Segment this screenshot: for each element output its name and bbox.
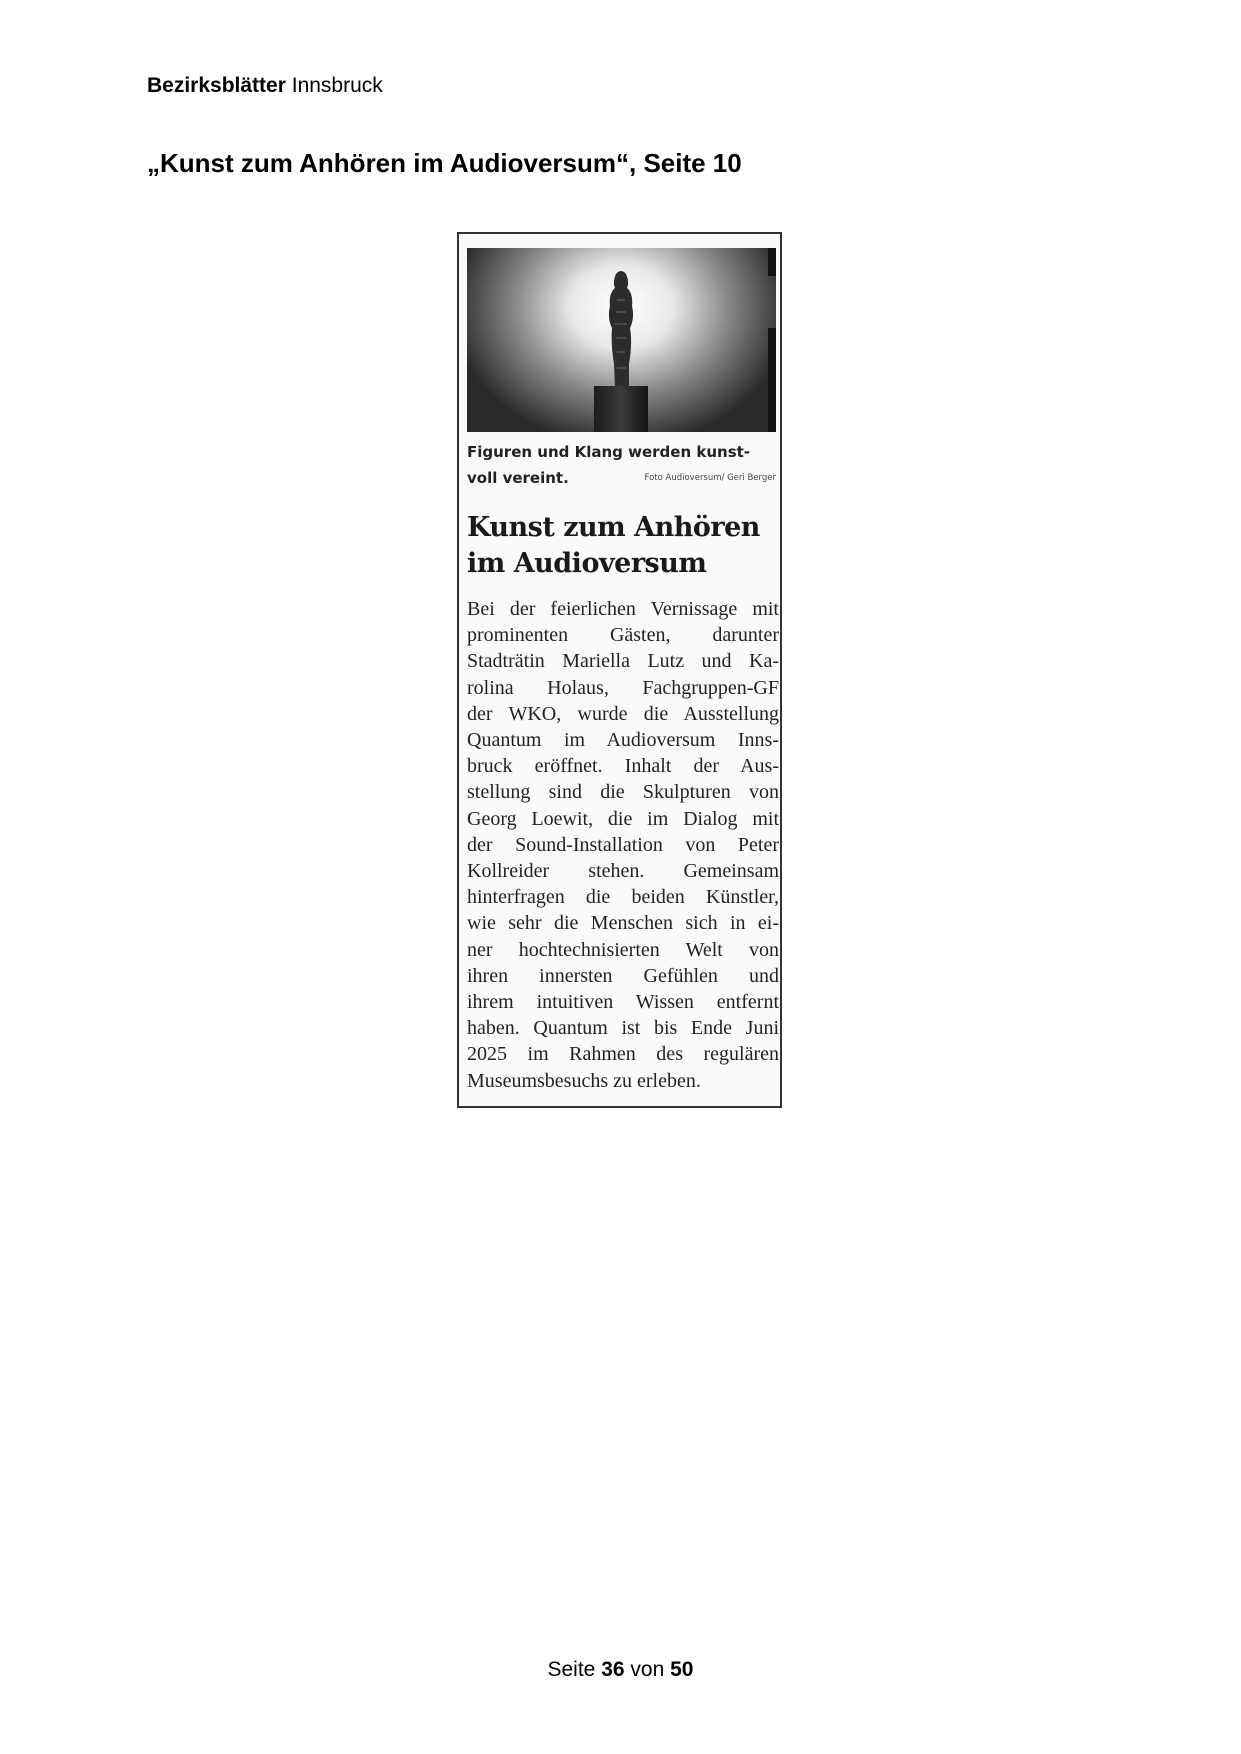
headline-line: im Audioversum [467, 548, 707, 579]
sculpture-pedestal [594, 386, 648, 432]
newspaper-clipping [457, 232, 782, 1108]
caption-line: Figuren und Klang werden kunst- [467, 443, 751, 461]
body-line: Museumsbesuchs zu erleben. [467, 1069, 701, 1092]
photo-caption [467, 439, 776, 491]
article-headline [467, 510, 779, 582]
body-line: rolina Holaus, Fachgruppen-GF [467, 676, 779, 699]
body-line: 2025 im Rahmen des regulären [467, 1043, 779, 1066]
footer-prefix: Seite [547, 1658, 596, 1681]
body-line: haben. Quantum ist bis Ende Juni [467, 1017, 779, 1040]
body-line: bruck eröffnet. Inhalt der Aus- [467, 755, 779, 778]
body-line: wie sehr die Menschen sich in ei- [467, 912, 779, 935]
body-line: ihren innersten Gefühlen und [467, 964, 779, 987]
publication-name: Bezirksblätter [147, 74, 286, 97]
headline-line: Kunst zum Anhören [467, 512, 760, 543]
sculpture-photo [467, 248, 776, 432]
current-page-number: 36 [601, 1658, 625, 1681]
footer-separator: von [630, 1658, 665, 1681]
photo-credit: Foto Audioversum/ Geri Berger [644, 473, 776, 483]
publication-region: Innsbruck [291, 74, 383, 97]
body-line: hinterfragen die beiden Künstler, [467, 886, 779, 909]
body-line: der Sound-Installation von Peter [467, 833, 779, 856]
publication-header [147, 72, 383, 100]
page-title: „Kunst zum Anhören im Audioversum“, Seite 10 [147, 148, 742, 178]
body-line: stellung sind die Skulpturen von [467, 781, 779, 804]
total-pages-number: 50 [670, 1658, 694, 1681]
body-line: Bei der feierlichen Vernissage mit [467, 598, 779, 620]
body-line: ner hochtechnisierten Welt von [467, 938, 779, 961]
caption-line: voll vereint. [467, 469, 569, 487]
page-footer [0, 1656, 1241, 1684]
body-line: Kollreider stehen. Gemeinsam [467, 860, 779, 883]
body-line: der WKO, wurde die Ausstellung [467, 702, 779, 725]
body-line: Georg Loewit, die im Dialog mit [467, 807, 779, 830]
body-line: ihrem intuitiven Wissen entfernt [467, 991, 779, 1014]
body-line: prominenten Gästen, darunter [467, 624, 779, 647]
body-line: Quantum im Audioversum Inns- [467, 729, 779, 752]
body-line: Stadträtin Mariella Lutz und Ka- [467, 650, 779, 673]
article-body [467, 596, 779, 1094]
